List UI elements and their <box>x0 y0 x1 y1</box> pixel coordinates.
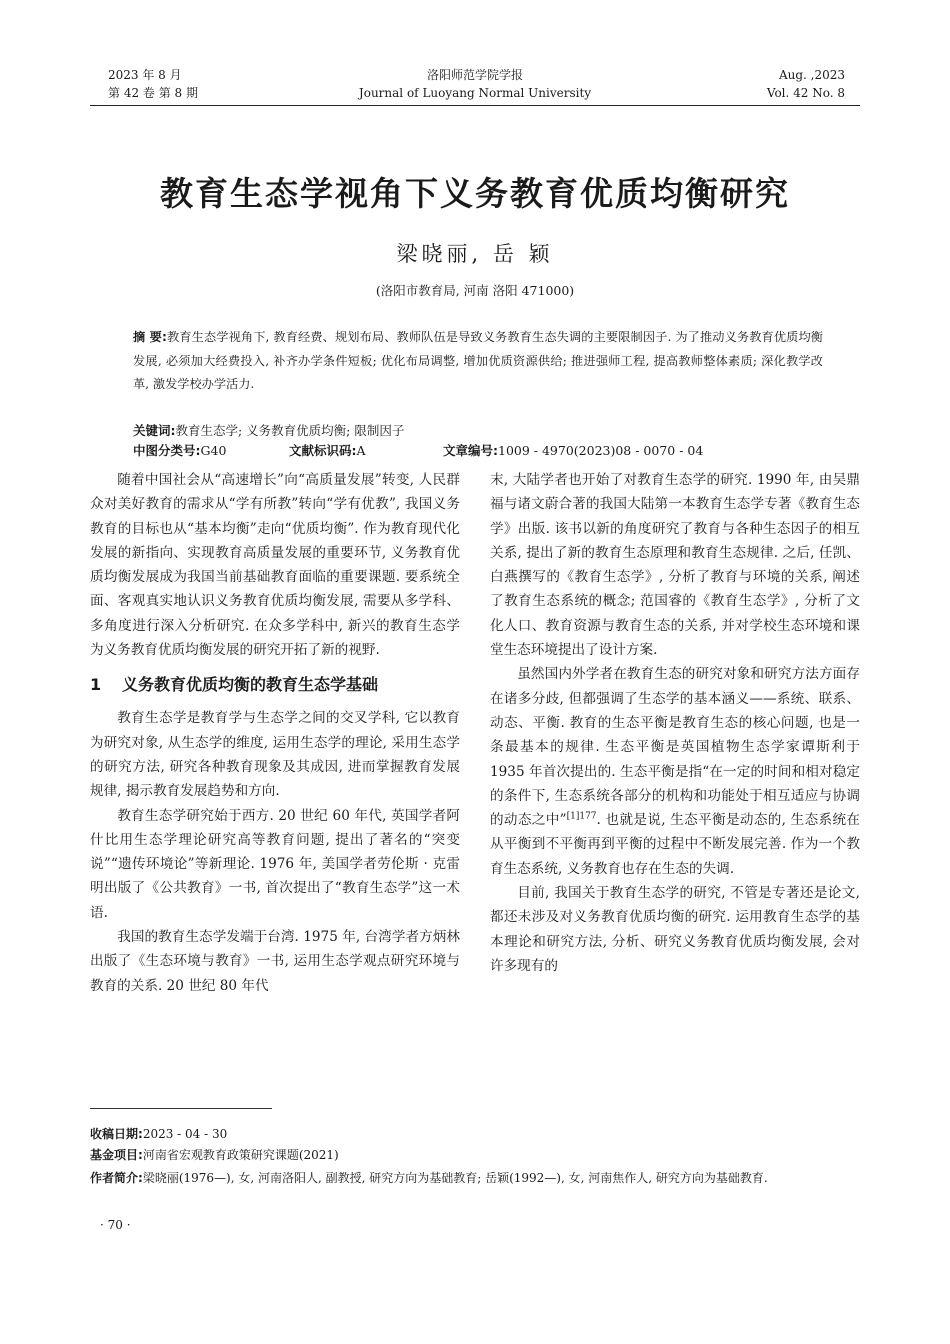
paragraph-4-text: 虽然国内外学者在教育生态的研究对象和研究方法方面存在诸多分歧, 但都强调了生态学的基本涵义——系统、联系、动态、平衡. 教育的生态平衡是教育生态的核心问题, 也是一条最基本的规律. 生态平衡是英国植物生态学家谭斯利于 1935 年首次提出的. 生态平衡是指“在一定的时间和相对稳定的条件下, 生态系统各部分的机构和功能处于相互适应与协调的动态之中” <box>490 666 860 829</box>
received-value: 2023 - 04 - 30 <box>142 1127 228 1141</box>
header-date: 2023 年 8 月 <box>108 68 182 82</box>
header-volume: 第 42 卷 第 8 期 <box>108 86 198 100</box>
doc-code-field <box>289 441 366 461</box>
doc-code-label: 文献标识码: <box>289 443 357 458</box>
doc-code-value: A <box>356 443 366 458</box>
paragraph-4 <box>490 662 860 881</box>
section-title: 义务教育优质均衡的教育生态学基础 <box>122 675 379 695</box>
citation[interactable]: [1]177 <box>566 811 597 822</box>
article-no-label: 文章编号: <box>443 443 498 458</box>
paragraph-2: 教育生态学研究始于西方. 20 世纪 60 年代, 英国学者阿什比用生态学理论研究高等教育问题, 提出了著名的“突变说”“遗传环境论”等新理论. 1976 年, 美国学者劳伦斯 · 克雷明出版了《公共教育》一书, 首次提出了“教育生态学”这一术语. <box>90 807 460 921</box>
abstract-text: 教育生态学视角下, 教育经费、规划布局、教师队伍是导致义务教育生态失调的主要限制因子. 为了推动义务教育优质均衡发展, 必须加大经费投入, 补齐办学条件短板; 优化布局调整, 增加优质资源供给; 推进强师工程, 提高教师整体素质; 深化教学改革, 激发学校办学活力. <box>133 330 823 391</box>
journal-name-cn: 洛阳师范学院学报 <box>426 68 523 82</box>
section-heading <box>90 673 460 697</box>
article-title: 教育生态学视角下义务教育优质均衡研究 <box>160 174 790 213</box>
received-date <box>90 1124 860 1145</box>
header-right <box>650 66 845 102</box>
bio-label: 作者简介: <box>90 1171 143 1185</box>
author-bio <box>90 1168 860 1189</box>
bio-value: 梁晓丽(1976—), 女, 河南洛阳人, 副教授, 研究方向为基础教育; 岳颖(1992—), 女, 河南焦作人, 研究方向为基础教育. <box>142 1171 768 1185</box>
header-left <box>108 66 308 102</box>
paragraph-1: 教育生态学是教育学与生态学之间的交叉学科, 它以教育为研究对象, 从生态学的维度, 运用生态学的理论, 采用生态学的研究方法, 研究各种教育现象及其成因, 进而掌握教育发展规律, 揭示教育发展趋势和方向. <box>90 710 460 800</box>
article-meta <box>133 421 823 461</box>
article-no-value: 1009 - 4970(2023)08 - 0070 - 04 <box>498 443 704 458</box>
paragraph-3-continued: 末, 大陆学者也开始了对教育生态学的研究. 1990 年, 由吴鼎福与诸文蔚合著的我国大陆第一本教育生态学专著《教育生态学》出版. 该书以新的角度研究了教育与各种生态因子的相互关系, 提出了新的教育生态原理和教育生态规律. 之后, 任凯、白燕撰写的《教育生态学》, 分析了教育与环境的关系, 阐述了教育生态系统的概念; 范国睿的《教育生态学》, 分析了文化人口、教育资源与教育生态的关系, 并对学校生态环境和课堂生态环境提出了设计方案. <box>490 472 860 659</box>
header-volume-en: Vol. 42 No. 8 <box>766 86 845 100</box>
header-rule <box>90 105 860 106</box>
clc-value: G40 <box>200 443 227 458</box>
left-column <box>90 468 460 998</box>
keywords-label: 关键词: <box>133 423 176 438</box>
clc-label: 中图分类号: <box>133 443 201 458</box>
header-date-en: Aug. ,2023 <box>778 68 845 82</box>
paragraph-5: 目前, 我国关于教育生态学的研究, 不管是专著还是论文, 都还未涉及对义务教育优质均衡的研究. 运用教育生态学的基本理论和研究方法, 分析、研究义务教育优质均衡发展, 会对许多现有的 <box>490 885 860 974</box>
keywords: 教育生态学; 义务教育优质均衡; 限制因子 <box>175 423 405 438</box>
fund-value: 河南省宏观教育政策研究课题(2021) <box>142 1148 339 1162</box>
fund-info <box>90 1145 860 1166</box>
fund-label: 基金项目: <box>90 1148 143 1162</box>
section-number: 1 <box>90 675 102 695</box>
author-affiliation: (洛阳市教育局, 河南 洛阳 471000) <box>375 283 575 298</box>
paragraph-4-tail: . 也就是说, 生态平衡是动态的, 生态系统在从平衡到不平衡再到平衡的过程中不断发展完善. 作为一个教育生态系统, 义务教育也存在生态的失调. <box>490 812 860 877</box>
page-number: · 70 · <box>100 1218 131 1232</box>
article-authors: 梁晓丽, 岳 颖 <box>396 242 554 266</box>
journal-name-en: Journal of Luoyang Normal University <box>358 86 592 100</box>
abstract <box>133 326 823 397</box>
article-no-field <box>443 441 703 461</box>
paragraph-3: 我国的教育生态学发端于台湾. 1975 年, 台湾学者方炳林出版了《生态环境与教育》一书, 运用生态学观点研究环境与教育的关系. 20 世纪 80 年代 <box>90 929 460 994</box>
header-center <box>325 66 625 102</box>
clc-field <box>133 441 226 461</box>
right-column <box>490 468 860 978</box>
abstract-label: 摘 要: <box>133 330 167 344</box>
received-label: 收稿日期: <box>90 1127 143 1141</box>
footnote-rule <box>90 1108 272 1109</box>
intro-paragraph: 随着中国社会从“高速增长”向“高质量发展”转变, 人民群众对美好教育的需求从“学有所教”转向“学有优教”, 我国义务教育的目标也从“基本均衡”走向“优质均衡”. 作为教育现代化发展的新指向、实现教育高质量发展的重要环节, 义务教育优质均衡发展成为我国当前基础教育面临的重要课题. 要系统全面、客观真实地认识义务教育优质均衡发展, 需要从多学科、多角度进行深入分析研究. 在众多学科中, 新兴的教育生态学为义务教育优质均衡发展的研究开拓了新的视野. <box>90 472 460 659</box>
